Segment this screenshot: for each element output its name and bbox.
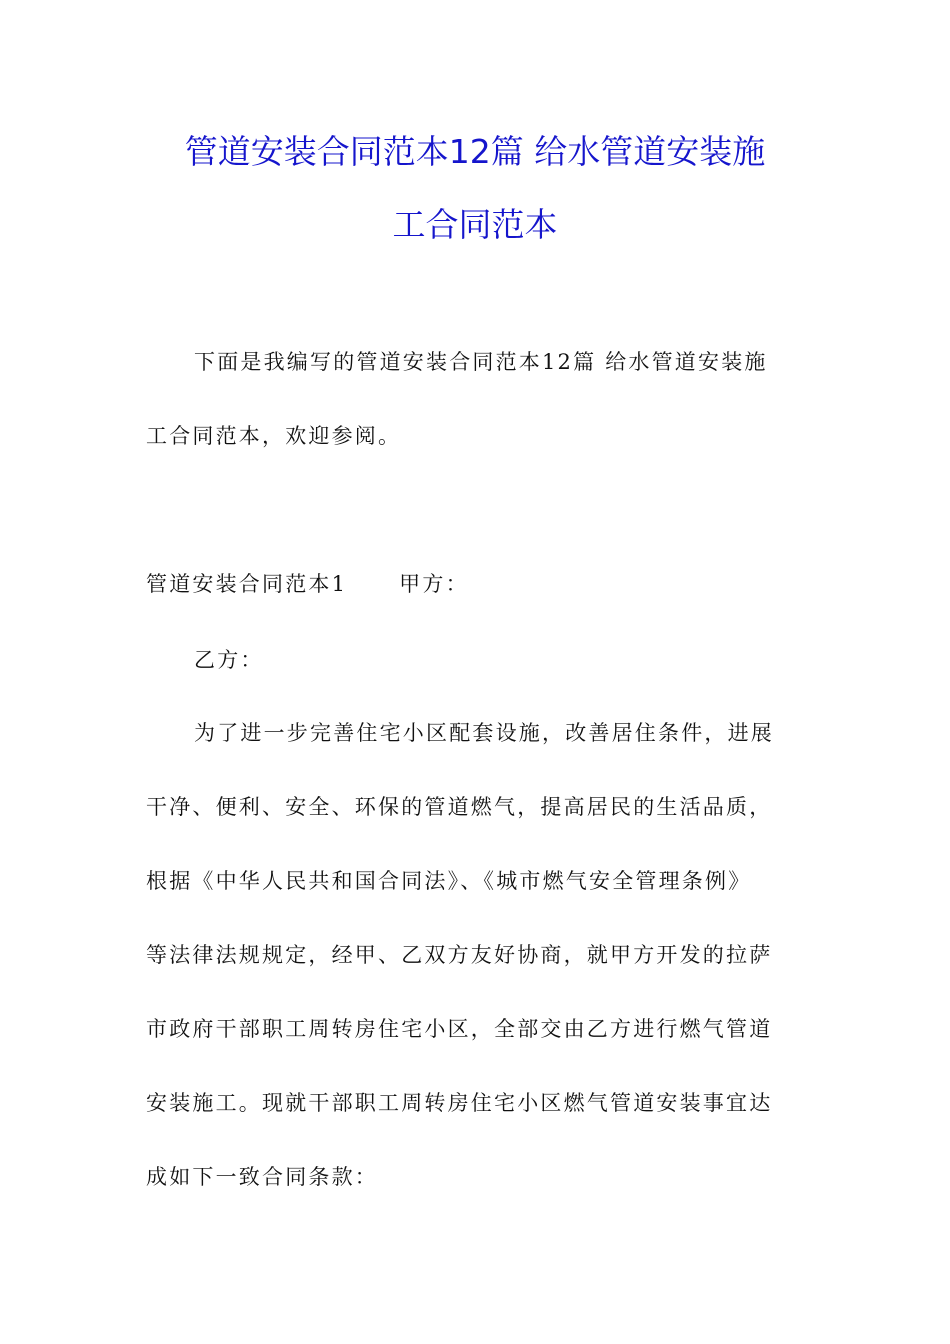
body-line: 安装施工。现就干部职工周转房住宅小区燃气管道安装事宜达 [146, 1091, 773, 1115]
body-line: 市政府干部职工周转房住宅小区，全部交由乙方进行燃气管道 [146, 1017, 773, 1041]
document-title-line-1: 管道安装合同范本12篇 给水管道安装施 [184, 132, 766, 171]
party-a-label: 甲方： [399, 572, 469, 596]
section-heading-row [146, 570, 469, 598]
body-line: 干净、便利、安全、环保的管道燃气，提高居民的生活品质， [146, 795, 773, 819]
document-title-line-2: 工合同范本 [392, 205, 558, 244]
party-b-label: 乙方： [194, 648, 264, 672]
body-line: 成如下一致合同条款： [146, 1165, 378, 1189]
body-line: 为了进一步完善住宅小区配套设施，改善居住条件，进展 [194, 721, 774, 745]
intro-paragraph-line-1: 下面是我编写的管道安装合同范本12篇 给水管道安装施 [194, 350, 768, 374]
body-line: 根据《中华人民共和国合同法》、《城市燃气安全管理条例》 [146, 869, 752, 893]
body-line: 等法律法规规定，经甲、乙双方友好协商，就甲方开发的拉萨 [146, 943, 773, 967]
section-heading: 管道安装合同范本1 [146, 572, 348, 596]
intro-paragraph-line-2: 工合同范本，欢迎参阅。 [146, 424, 402, 448]
